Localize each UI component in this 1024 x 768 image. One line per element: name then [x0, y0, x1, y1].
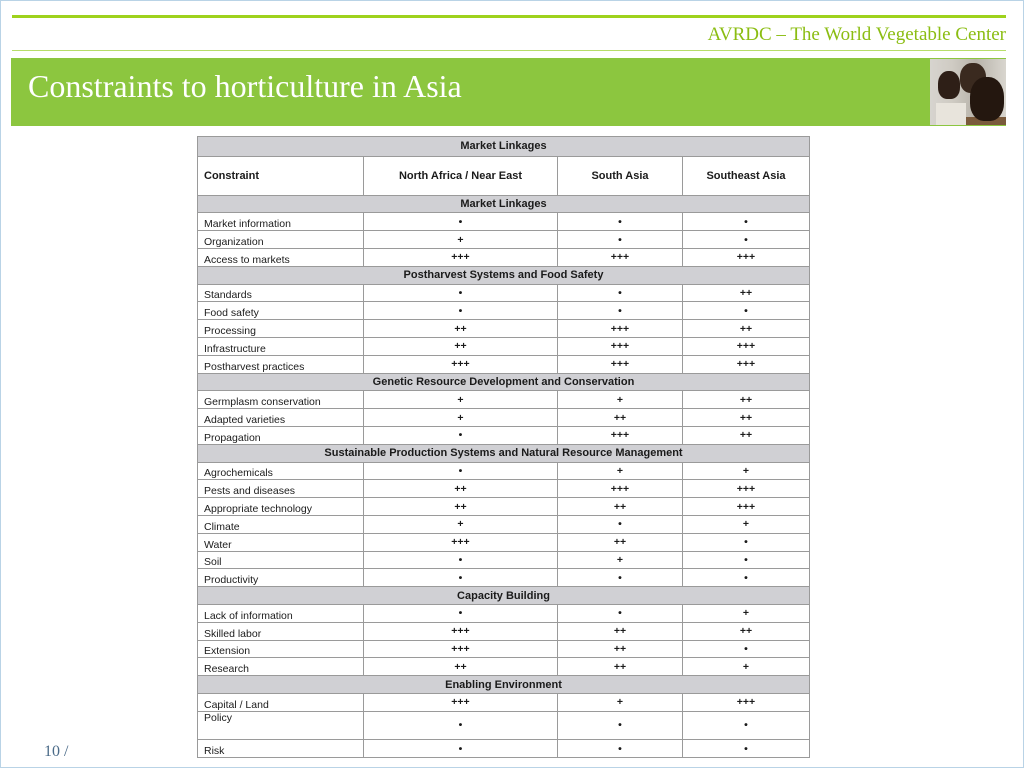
severity-cell: + — [364, 409, 558, 427]
severity-cell: • — [683, 740, 810, 758]
section-header-row — [198, 444, 810, 462]
severity-cell: ++ — [683, 426, 810, 444]
top-rule — [12, 15, 1006, 18]
severity-cell: • — [364, 740, 558, 758]
table-row — [198, 338, 810, 356]
severity-cell: ++ — [558, 658, 683, 676]
severity-cell: ++ — [683, 391, 810, 409]
section-header-row — [198, 587, 810, 605]
severity-cell: + — [683, 658, 810, 676]
header-rule — [12, 50, 1006, 51]
children-photo — [930, 59, 1006, 125]
constraint-label: Policy — [198, 711, 364, 739]
severity-cell: • — [364, 213, 558, 231]
severity-cell: +++ — [558, 320, 683, 338]
severity-cell: • — [364, 569, 558, 587]
severity-cell: ++ — [364, 320, 558, 338]
constraint-label: Risk — [198, 740, 364, 758]
organization-name: AVRDC – The World Vegetable Center — [707, 24, 1006, 45]
photo-shirt — [936, 103, 966, 125]
severity-cell: • — [558, 302, 683, 320]
severity-cell: +++ — [683, 693, 810, 711]
column-header-south-asia: South Asia — [558, 156, 683, 195]
severity-cell: • — [558, 604, 683, 622]
severity-cell: ++ — [683, 622, 810, 640]
severity-cell: ++ — [558, 533, 683, 551]
severity-cell: • — [558, 213, 683, 231]
constraint-label: Research — [198, 658, 364, 676]
constraint-label: Agrochemicals — [198, 462, 364, 480]
constraint-label: Appropriate technology — [198, 498, 364, 516]
constraint-label: Soil — [198, 551, 364, 569]
severity-cell: • — [558, 711, 683, 739]
constraint-label: Organization — [198, 231, 364, 249]
table-row — [198, 658, 810, 676]
severity-cell: +++ — [683, 480, 810, 498]
severity-cell: +++ — [364, 640, 558, 658]
slide-title: Constraints to horticulture in Asia — [28, 68, 462, 104]
constraint-label: Access to markets — [198, 249, 364, 267]
severity-cell: • — [558, 231, 683, 249]
constraint-label: Capital / Land — [198, 693, 364, 711]
table-row — [198, 569, 810, 587]
severity-cell: + — [683, 604, 810, 622]
severity-cell: ++ — [364, 338, 558, 356]
severity-cell: • — [683, 213, 810, 231]
severity-cell: ++ — [683, 320, 810, 338]
severity-cell: ++ — [558, 409, 683, 427]
severity-cell: +++ — [364, 693, 558, 711]
table-row — [198, 711, 810, 739]
page-number: 10 / — [44, 743, 69, 760]
section-title: Sustainable Production Systems and Natural Resource Management — [198, 444, 810, 462]
constraint-label: Adapted varieties — [198, 409, 364, 427]
severity-cell: +++ — [364, 533, 558, 551]
severity-cell: + — [558, 693, 683, 711]
severity-cell: + — [364, 391, 558, 409]
table-row — [198, 640, 810, 658]
section-header-row — [198, 266, 810, 284]
severity-cell: • — [364, 284, 558, 302]
column-header-row — [198, 156, 810, 195]
severity-cell: +++ — [683, 498, 810, 516]
column-header-constraint: Constraint — [198, 156, 364, 195]
constraint-label: Infrastructure — [198, 338, 364, 356]
table-top-heading-row — [198, 137, 810, 157]
section-header-row — [198, 373, 810, 391]
severity-cell: • — [364, 711, 558, 739]
constraint-label: Market information — [198, 213, 364, 231]
constraint-label: Processing — [198, 320, 364, 338]
severity-cell: + — [364, 231, 558, 249]
table-row — [198, 355, 810, 373]
severity-cell: + — [683, 515, 810, 533]
severity-cell: +++ — [683, 338, 810, 356]
severity-cell: • — [683, 640, 810, 658]
severity-cell: ++ — [683, 409, 810, 427]
table-row — [198, 284, 810, 302]
table-row — [198, 213, 810, 231]
severity-cell: • — [364, 462, 558, 480]
constraints-table — [197, 136, 810, 758]
table-row — [198, 391, 810, 409]
table-row — [198, 302, 810, 320]
table-row — [198, 551, 810, 569]
constraint-label: Standards — [198, 284, 364, 302]
severity-cell: +++ — [364, 622, 558, 640]
section-title: Capacity Building — [198, 587, 810, 605]
constraint-label: Germplasm conservation — [198, 391, 364, 409]
table-row — [198, 462, 810, 480]
severity-cell: +++ — [558, 355, 683, 373]
table-row — [198, 249, 810, 267]
table-row — [198, 480, 810, 498]
table-top-heading: Market Linkages — [198, 137, 810, 157]
table-row — [198, 693, 810, 711]
severity-cell: • — [683, 569, 810, 587]
table-row — [198, 320, 810, 338]
severity-cell: + — [558, 391, 683, 409]
severity-cell: +++ — [364, 249, 558, 267]
section-header-row — [198, 195, 810, 213]
constraint-label: Productivity — [198, 569, 364, 587]
table-row — [198, 498, 810, 516]
severity-cell: ++ — [364, 480, 558, 498]
section-title: Market Linkages — [198, 195, 810, 213]
column-header-southeast-asia: Southeast Asia — [683, 156, 810, 195]
severity-cell: +++ — [364, 355, 558, 373]
section-title: Genetic Resource Development and Conservation — [198, 373, 810, 391]
constraint-label: Lack of information — [198, 604, 364, 622]
table-row — [198, 515, 810, 533]
severity-cell: • — [683, 302, 810, 320]
table-row — [198, 231, 810, 249]
severity-cell: +++ — [558, 338, 683, 356]
table-row — [198, 409, 810, 427]
severity-cell: +++ — [683, 355, 810, 373]
severity-cell: ++ — [683, 284, 810, 302]
severity-cell: • — [558, 284, 683, 302]
severity-cell: • — [683, 533, 810, 551]
severity-cell: + — [683, 462, 810, 480]
constraint-label: Water — [198, 533, 364, 551]
severity-cell: ++ — [558, 640, 683, 658]
section-title: Enabling Environment — [198, 676, 810, 694]
severity-cell: ++ — [558, 622, 683, 640]
severity-cell: • — [558, 740, 683, 758]
severity-cell: + — [364, 515, 558, 533]
table-row — [198, 426, 810, 444]
title-banner — [11, 58, 1006, 126]
photo-child-1 — [938, 71, 960, 99]
table-row — [198, 740, 810, 758]
table-row — [198, 622, 810, 640]
severity-cell: • — [364, 604, 558, 622]
severity-cell: • — [364, 426, 558, 444]
photo-child-3 — [970, 77, 1004, 121]
severity-cell: • — [364, 302, 558, 320]
constraint-label: Pests and diseases — [198, 480, 364, 498]
constraint-label: Skilled labor — [198, 622, 364, 640]
severity-cell: ++ — [558, 498, 683, 516]
constraint-label: Climate — [198, 515, 364, 533]
severity-cell: • — [364, 551, 558, 569]
table-row — [198, 533, 810, 551]
severity-cell: • — [683, 231, 810, 249]
severity-cell: ++ — [364, 498, 558, 516]
column-header-north-africa: North Africa / Near East — [364, 156, 558, 195]
section-title: Postharvest Systems and Food Safety — [198, 266, 810, 284]
severity-cell: + — [558, 551, 683, 569]
severity-cell: +++ — [558, 426, 683, 444]
severity-cell: ++ — [364, 658, 558, 676]
severity-cell: + — [558, 462, 683, 480]
table-row — [198, 604, 810, 622]
severity-cell: • — [683, 551, 810, 569]
constraint-label: Food safety — [198, 302, 364, 320]
constraint-label: Propagation — [198, 426, 364, 444]
constraint-label: Postharvest practices — [198, 355, 364, 373]
constraint-label: Extension — [198, 640, 364, 658]
severity-cell: +++ — [558, 249, 683, 267]
severity-cell: • — [558, 515, 683, 533]
severity-cell: • — [558, 569, 683, 587]
section-header-row — [198, 676, 810, 694]
severity-cell: • — [683, 711, 810, 739]
constraints-table-image — [197, 136, 810, 758]
severity-cell: +++ — [683, 249, 810, 267]
severity-cell: +++ — [558, 480, 683, 498]
